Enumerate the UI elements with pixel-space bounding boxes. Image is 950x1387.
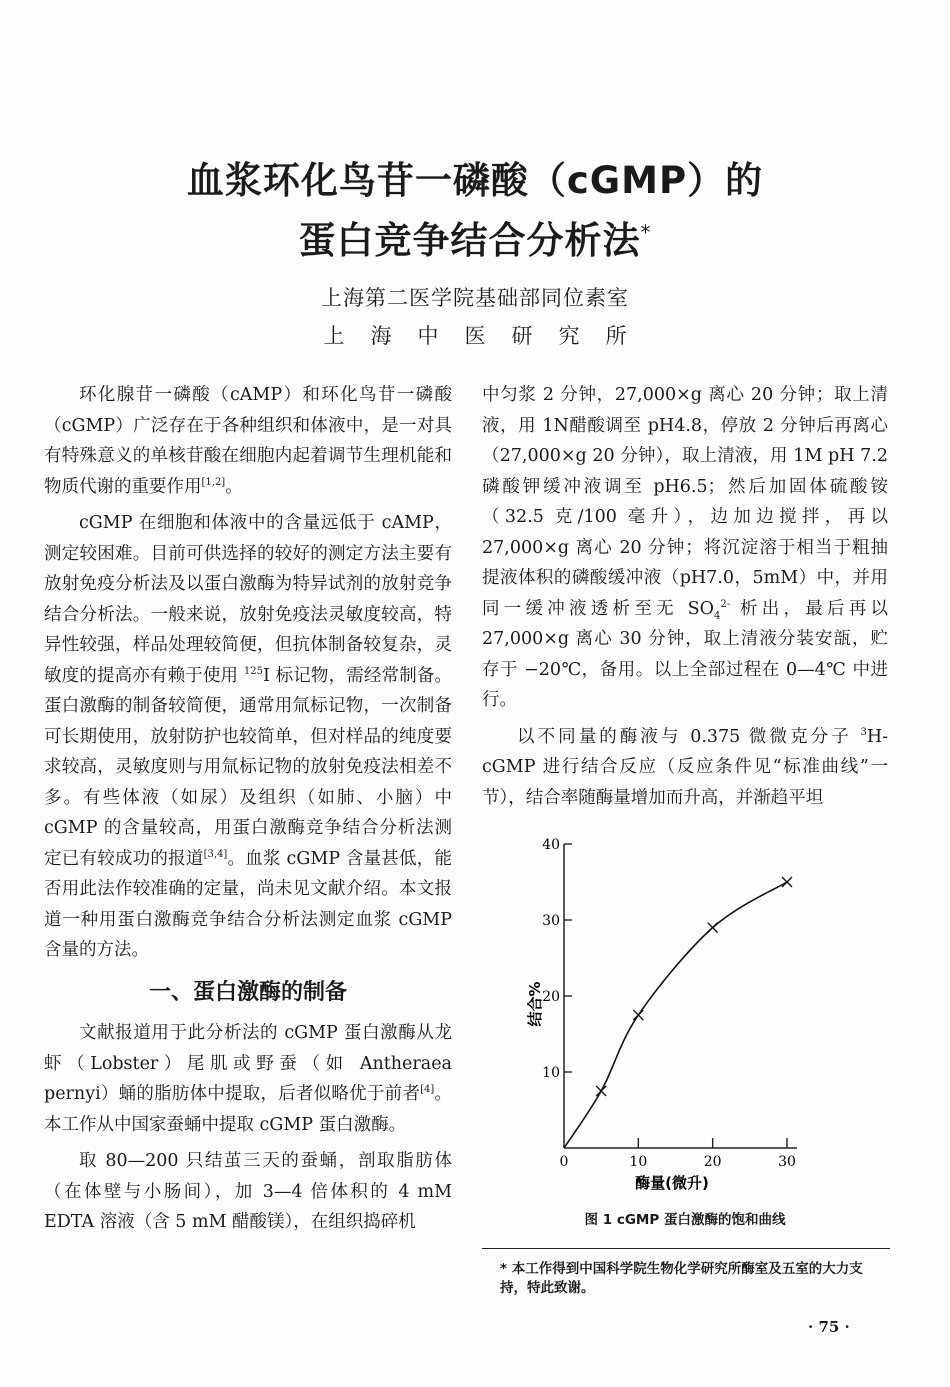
right-column	[482, 380, 888, 813]
paragraph: 环化腺苷一磷酸（cAMP）和环化鸟苷一磷酸（cGMP）广泛存在于各种组织和体液中，是一对具有特殊意义的单核苷酸在细胞内起着调节生理机能和物质代谢的重要作用[1,2]。	[44, 385, 452, 497]
paragraph: 中匀浆 2 分钟，27,000×g 离心 20 分钟；取上清液，用 1N醋酸调至 pH4.8，停放 2 分钟后再离心（27,000×g 20 分钟），取上清液，用 1M pH 7.2 磷酸钾缓冲液调至 pH6.5；然后加固体硫酸铵（32.5 克/100 毫升），边加边搅拌，再以 27,000×g 离心 20 分钟；将沉淀溶于相当于粗抽提液体积的磷酸缓冲液（pH7.0，5mM）中，并用同一缓冲液透析至无 $SO_4^{2-}$ 析出，最后再以 27,000×g 离心 30 分钟，取上清液分装安瓿，贮存于 −20℃，备用。以上全部过程在 0—4℃ 中进行。	[482, 385, 889, 710]
footnote: * 本工作得到中国科学院生物化学研究所酶室及五室的大力支持，特此致谢。	[500, 1261, 863, 1296]
data-point-marker	[633, 1010, 643, 1020]
x-tick-label: 0	[559, 1154, 569, 1170]
figure-caption: 图 1 cGMP 蛋白激酶的饱和曲线	[584, 1212, 786, 1228]
left-column	[44, 380, 452, 1238]
page-number: · 75 ·	[808, 1318, 850, 1336]
paragraph: cGMP 在细胞和体液中的含量远低于 cAMP，测定较困难。目前可供选择的较好的测定方法主要有放射免疫分析法及以蛋白激酶为特异试剂的放射竞争结合分析法。一般来说，放射免疫法灵敏度较高，特异性较强，样品处理较简便，但抗体制备较复杂，灵敏度的提高亦有赖于使用 $^{125}$I 标记物，需经常制备。蛋白激酶的制备较简便，通常用氚标记物，一次制备可长期使用，放射防护也较简单，但对样品的纯度要求较高，灵敏度则与用氚标记物的放射免疫法相差不多。有些体液（如尿）及组织（如肺、小脑）中 cGMP 的含量较高，用蛋白激酶竞争结合分析法测定已有较成功的报道[3,4]。血浆 cGMP 含量甚低，能否用此法作较准确的定量，尚未见文献介绍。本文报道一种用蛋白激酶竞争结合分析法测定血浆 cGMP 含量的方法。	[44, 513, 453, 960]
data-point-marker	[782, 877, 792, 887]
x-tick-label: 20	[703, 1154, 722, 1170]
saturation-chart	[482, 826, 888, 1206]
affiliation-2: 上海中医研究所	[323, 324, 653, 348]
y-tick-label: 30	[542, 913, 560, 929]
paragraph: 以不同量的酶液与 0.375 微微克分子 $^3$H-cGMP 进行结合反应（反应条件见“标准曲线”一节），结合率随酶量增加而升高，并渐趋平坦	[482, 726, 888, 808]
y-tick-label: 20	[542, 989, 560, 1005]
figure-1	[482, 826, 888, 1236]
title-footnote-mark: *	[640, 220, 652, 245]
x-axis-label: 酶量(微升)	[635, 1174, 709, 1192]
y-axis-label: 结合%	[526, 981, 544, 1027]
footnote-rule	[482, 1248, 890, 1249]
affiliation-1: 上海第二医学院基础部同位素室	[321, 286, 629, 310]
data-point-marker	[596, 1086, 606, 1096]
data-point-marker	[708, 923, 718, 933]
paper-title-line1: 血浆环化鸟苷一磷酸（cGMP）的	[186, 159, 764, 202]
x-tick-label: 30	[778, 1154, 796, 1170]
paper-title-line2	[0, 210, 950, 264]
y-tick-label: 40	[542, 837, 560, 853]
y-tick-label: 10	[542, 1065, 560, 1081]
saturation-curve	[564, 882, 787, 1148]
paragraph: 文献报道用于此分析法的 cGMP 蛋白激酶从龙虾（Lobster）尾肌或野蚕（如 Antheraea pernyi）蛹的脂肪体中提取，后者似略优于前者[4]。本工作从中国家蚕蛹中提取 cGMP 蛋白激酶。	[44, 1023, 452, 1135]
x-tick-label: 10	[629, 1154, 648, 1170]
title-text: 蛋白竞争结合分析法	[298, 219, 641, 262]
section-heading: 一、蛋白激酶的制备	[148, 979, 347, 1005]
paragraph: 取 80—200 只结茧三天的蚕蛹，剖取脂肪体（在体壁与小肠间），加 3—4 倍体积的 4 mM EDTA 溶液（含 5 mM 醋酸镁），在组织捣碎机	[44, 1151, 452, 1232]
